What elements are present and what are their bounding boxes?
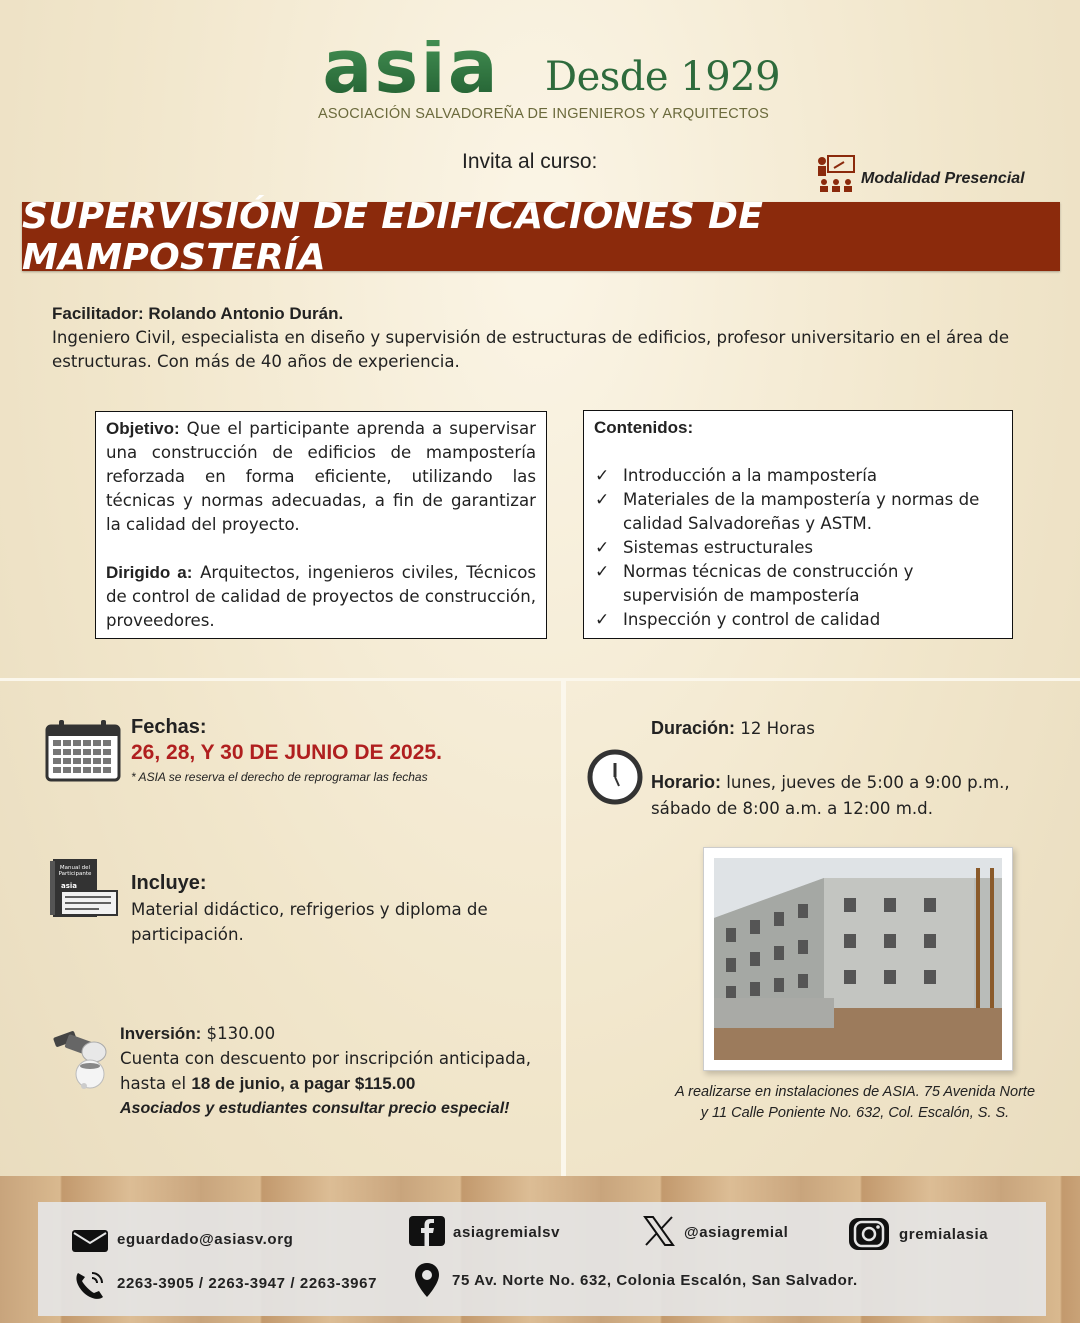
contents-label: Contenidos: bbox=[594, 418, 694, 437]
checkmark-icon: ✓ bbox=[595, 610, 610, 630]
dates-value: 26, 28, Y 30 DE JUNIO DE 2025. bbox=[131, 741, 442, 764]
logo-since: Desde 1929 bbox=[545, 54, 781, 100]
invite-text: Invita al curso: bbox=[462, 150, 598, 173]
classroom-icon bbox=[814, 154, 860, 194]
investment-price: $130.00 bbox=[206, 1024, 276, 1043]
list-item: ✓ Inspección y control de calidad bbox=[595, 610, 881, 630]
piggy-bank-icon bbox=[50, 1028, 116, 1096]
contents-box bbox=[583, 410, 1013, 639]
investment-section bbox=[120, 1021, 560, 1121]
email-icon bbox=[72, 1230, 108, 1252]
schedule-line-2: sábado de 8:00 a.m. a 12:00 m.d. bbox=[651, 799, 933, 818]
objective-label: Objetivo: bbox=[106, 419, 180, 438]
duration-value: 12 Horas bbox=[740, 719, 815, 738]
location-pin-icon bbox=[414, 1262, 440, 1298]
phone-icon bbox=[72, 1269, 108, 1301]
manual-logo: asia bbox=[61, 882, 78, 890]
checkmark-icon: ✓ bbox=[595, 562, 610, 582]
divider bbox=[561, 680, 566, 1176]
course-title: SUPERVISIÓN DE EDIFICACIONES DE MAMPOSTERÍA bbox=[22, 195, 764, 278]
facilitator-bio: Ingeniero Civil, especialista en diseño y supervisión de estructuras de edificios, profesor universitario en el área de estructuras. Con más de 40 años de experiencia. bbox=[52, 328, 1010, 371]
duration-label: Duración: bbox=[651, 718, 736, 738]
instagram-icon bbox=[848, 1217, 890, 1251]
venue-line-1: A realizarse en instalaciones de ASIA. 75 Avenida Norte bbox=[674, 1084, 1036, 1100]
list-item: ✓ Materiales de la mampostería y normas de calidad Salvadoreñas y ASTM. bbox=[595, 490, 980, 533]
divider bbox=[0, 678, 1080, 681]
investment-label: Inversión: bbox=[120, 1024, 202, 1043]
includes-label: Incluye: bbox=[131, 872, 207, 894]
contents-list bbox=[594, 464, 1002, 632]
venue-line-2: y 11 Calle Poniente No. 632, Col. Escalón, S. S. bbox=[700, 1105, 1010, 1121]
venue-text bbox=[650, 1082, 1060, 1124]
logo-word-text: asia bbox=[322, 40, 500, 102]
list-item: ✓ Introducción a la mampostería bbox=[595, 466, 878, 486]
audience-paragraph bbox=[106, 561, 536, 633]
modality-badge bbox=[814, 154, 1054, 194]
dates-label: Fechas: bbox=[131, 716, 207, 738]
contact-footer bbox=[38, 1202, 1046, 1316]
course-title-bar bbox=[22, 195, 1060, 278]
objective-text: Que el participante aprenda a supervisar una construcción de edificios de mampostería reforzada en forma eficiente, utilizando las técnicas y normas adecuadas, a fin de garantizar la calidad del proyecto. bbox=[106, 419, 536, 534]
email-link[interactable]: eguardado@asiasv.org bbox=[117, 1231, 294, 1248]
manual-label: Manual del bbox=[59, 865, 91, 871]
schedule-section bbox=[651, 769, 1061, 822]
phone-numbers[interactable]: 2263-3905 / 2263-3947 / 2263-3967 bbox=[117, 1275, 378, 1292]
list-item: ✓ Normas técnicas de construcción y supervisión de mampostería bbox=[595, 562, 914, 605]
x-link[interactable]: @asiagremial bbox=[684, 1224, 789, 1241]
members-note: Asociados y estudiantes consultar precio especial! bbox=[120, 1100, 510, 1117]
asia-logo bbox=[276, 40, 546, 102]
dates-note: * ASIA se reserva el derecho de reprogramar las fechas bbox=[131, 770, 428, 784]
discount-price: 18 de junio, a pagar $115.00 bbox=[191, 1074, 416, 1093]
clock-icon bbox=[586, 746, 644, 812]
duration-line bbox=[651, 718, 815, 739]
objective-box bbox=[95, 411, 547, 639]
audience-text: Arquitectos, ingenieros civiles, Técnicos de control de calidad de proyectos de construcción, proveedores. bbox=[106, 563, 536, 630]
discount-until: hasta el 18 de junio, a pagar $115.00 bbox=[120, 1074, 416, 1093]
instagram-link[interactable]: gremialasia bbox=[899, 1226, 989, 1243]
facebook-link[interactable]: asiagremialsv bbox=[453, 1224, 561, 1241]
manual-icon bbox=[49, 857, 119, 925]
schedule-label: Horario: bbox=[651, 772, 722, 792]
association-name: ASOCIACIÓN SALVADOREÑA DE INGENIEROS Y ARQUITECTOS bbox=[318, 106, 770, 122]
investment-line bbox=[120, 1021, 560, 1046]
discount-line: Cuenta con descuento por inscripción anticipada, bbox=[120, 1049, 532, 1068]
includes-text: Material didáctico, refrigerios y diploma de participación. bbox=[131, 900, 488, 944]
x-icon bbox=[643, 1216, 675, 1246]
calendar-icon bbox=[45, 720, 121, 786]
checkmark-icon: ✓ bbox=[595, 538, 610, 558]
manual-label: Participante bbox=[58, 871, 92, 877]
facilitator-name: Facilitador: Rolando Antonio Durán. bbox=[52, 304, 344, 323]
checkmark-icon: ✓ bbox=[595, 466, 610, 486]
schedule-line-1: Horario: lunes, jueves de 5:00 a 9:00 p.m., bbox=[651, 772, 1010, 792]
address-text: 75 Av. Norte No. 632, Colonia Escalón, San Salvador. bbox=[452, 1272, 858, 1289]
facilitator-section bbox=[52, 302, 1032, 374]
facebook-icon bbox=[409, 1216, 445, 1246]
audience-label: Dirigido a: bbox=[106, 563, 193, 582]
checkmark-icon: ✓ bbox=[595, 490, 610, 510]
building-photo bbox=[703, 847, 1013, 1071]
objective-paragraph bbox=[106, 417, 536, 537]
list-item: ✓ Sistemas estructurales bbox=[595, 538, 814, 558]
modality-text: Modalidad Presencial bbox=[861, 170, 1025, 187]
